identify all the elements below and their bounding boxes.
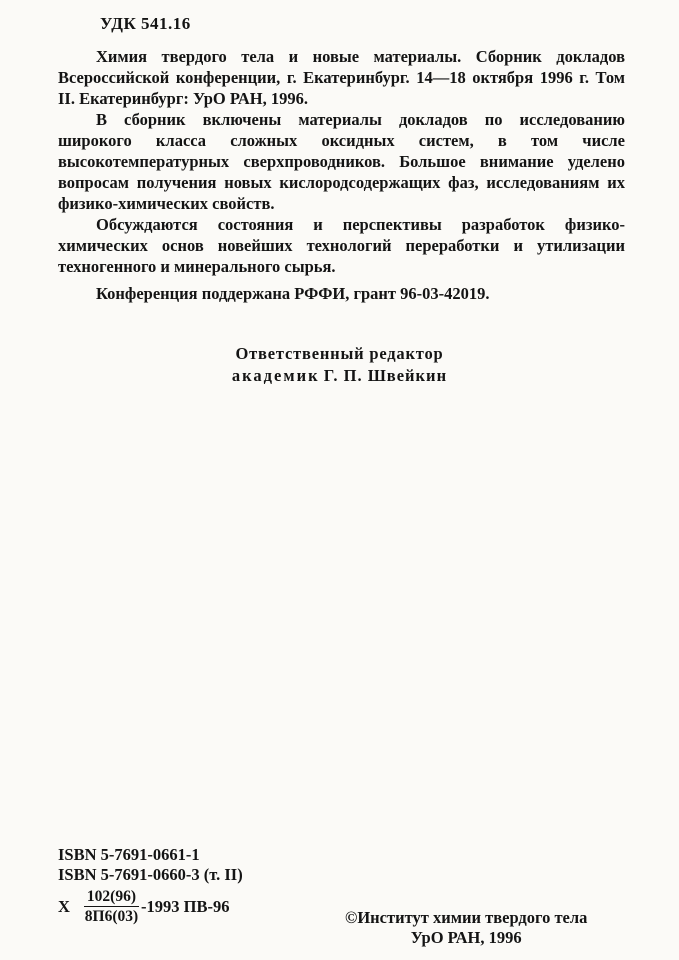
copyright-year: УрО РАН, 1996 [410, 928, 522, 947]
abstract-paragraph-2: Обсуждаются состояния и перспективы разработок физико-химических основ новейших технологий переработки и утилизации техногенного и минерального сырья. [58, 215, 625, 276]
catalog-fraction-numerator: 102(96) [84, 888, 139, 907]
editor-block [0, 343, 679, 386]
isbn-block [58, 845, 243, 885]
editor-role-label: Ответственный редактор [235, 344, 444, 363]
editor-name: Г. П. Швейкин [323, 366, 448, 385]
bibliographic-description: Химия твердого тела и новые материалы. Сборник докладов Всероссийской конференции, г. Екатеринбург. 14—18 октября 1996 г. Том II. Екатеринбург: УрО РАН, 1996. [58, 47, 625, 108]
annotation-text-block [58, 46, 625, 304]
editor-name-line [0, 365, 679, 386]
udk-classification: УДК 541.16 [100, 14, 191, 33]
copyright-institute: ©Институт химии твердого тела [345, 908, 588, 927]
grant-acknowledgement: Конференция поддержана РФФИ, грант 96-03-42019. [96, 284, 490, 303]
catalog-suffix: -1993 ПВ-96 [141, 896, 230, 916]
isbn-line-1: ISBN 5-7691-0661-1 [58, 845, 200, 864]
catalog-letter: Х [58, 896, 70, 916]
copyright-block [345, 908, 587, 948]
abstract-paragraph-1: В сборник включены материалы докладов по исследованию широкого класса сложных оксидных систем, в том числе высокотемпературных сверхпроводников. Большое внимание уделено вопросам получения новых кислородсодержащих фаз, исследованиям их физико-химических свойств. [58, 110, 625, 213]
editor-title: академик [231, 366, 320, 385]
catalog-fraction-denominator: 8П6(03) [84, 908, 139, 926]
catalog-fraction [84, 888, 139, 925]
catalog-index-line [58, 888, 229, 925]
isbn-line-2: ISBN 5-7691-0660-3 (т. II) [58, 865, 243, 884]
